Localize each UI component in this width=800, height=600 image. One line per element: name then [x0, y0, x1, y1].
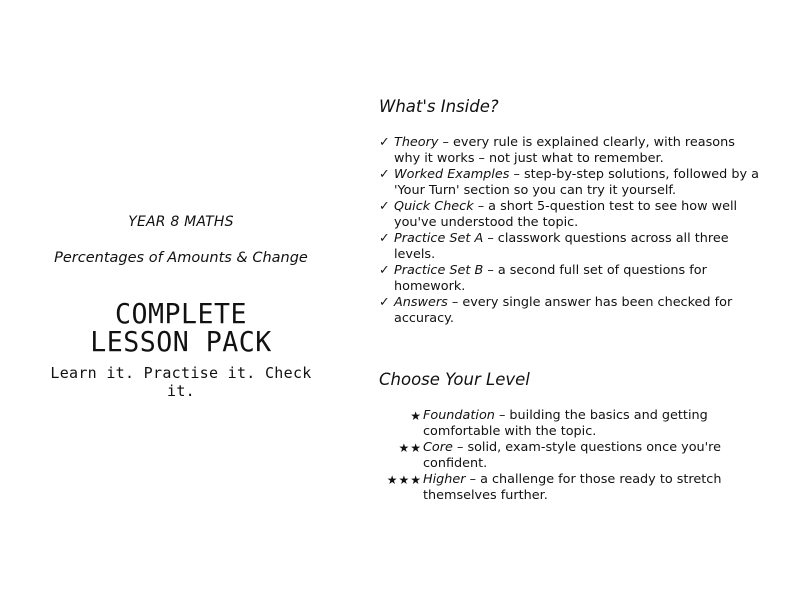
star-icon: ★★★	[386, 473, 422, 487]
choose-level-heading: Choose Your Level	[379, 370, 530, 389]
check-icon: ✓	[379, 295, 390, 310]
list-item	[379, 167, 759, 199]
item-text: – every rule is explained clearly, with reasons why it works – not just what to remember.	[394, 135, 735, 166]
list-item	[379, 135, 759, 167]
pack-line-1: COMPLETE	[115, 297, 247, 330]
check-icon: ✓	[379, 167, 390, 182]
item-text: – classwork questions across all three levels.	[394, 231, 729, 262]
item-name: Practice Set A	[394, 231, 484, 246]
whats-inside-list	[379, 135, 759, 327]
item-name: Practice Set B	[394, 263, 484, 278]
list-item	[379, 231, 759, 263]
whats-inside-heading: What's Inside?	[379, 97, 499, 116]
item-text: – a second full set of questions for homework.	[394, 263, 707, 294]
item-text: – every single answer has been checked for accuracy.	[394, 295, 733, 326]
level-name: Higher	[423, 472, 466, 487]
star-icon: ★★	[398, 441, 422, 455]
check-icon: ✓	[379, 231, 390, 246]
list-item	[379, 472, 759, 504]
check-icon: ✓	[379, 135, 390, 150]
pack-line-2: LESSON PACK	[90, 325, 272, 358]
level-list	[379, 408, 759, 504]
level-name: Core	[423, 440, 453, 455]
year-title: YEAR 8 MATHS	[128, 214, 234, 230]
level-name: Foundation	[423, 408, 495, 423]
list-item	[379, 295, 759, 327]
lesson-pack-logo	[47, 297, 315, 358]
level-text: – solid, exam-style questions once you're confident.	[423, 440, 722, 471]
item-name: Worked Examples	[394, 167, 510, 182]
item-text: – step-by-step solutions, followed by a 'Your Turn' section so you can try it yourself.	[394, 167, 759, 198]
cover-panel	[40, 210, 322, 400]
list-item	[379, 440, 759, 472]
check-icon: ✓	[379, 199, 390, 214]
level-text: – a challenge for those ready to stretch themselves further.	[423, 472, 722, 503]
item-name: Theory	[394, 135, 439, 150]
contents-panel	[379, 95, 759, 504]
item-name: Quick Check	[394, 199, 474, 214]
item-name: Answers	[394, 295, 448, 310]
tagline: Learn it. Practise it. Check it.	[50, 364, 312, 400]
list-item	[379, 199, 759, 231]
list-item	[379, 263, 759, 295]
check-icon: ✓	[379, 263, 390, 278]
list-item	[379, 408, 759, 440]
star-icon: ★	[410, 409, 422, 423]
item-text: – a short 5-question test to see how well you've understood the topic.	[394, 199, 738, 230]
topic-subtitle: Percentages of Amounts & Change	[54, 250, 308, 266]
level-text: – building the basics and getting comfortable with the topic.	[423, 408, 708, 439]
